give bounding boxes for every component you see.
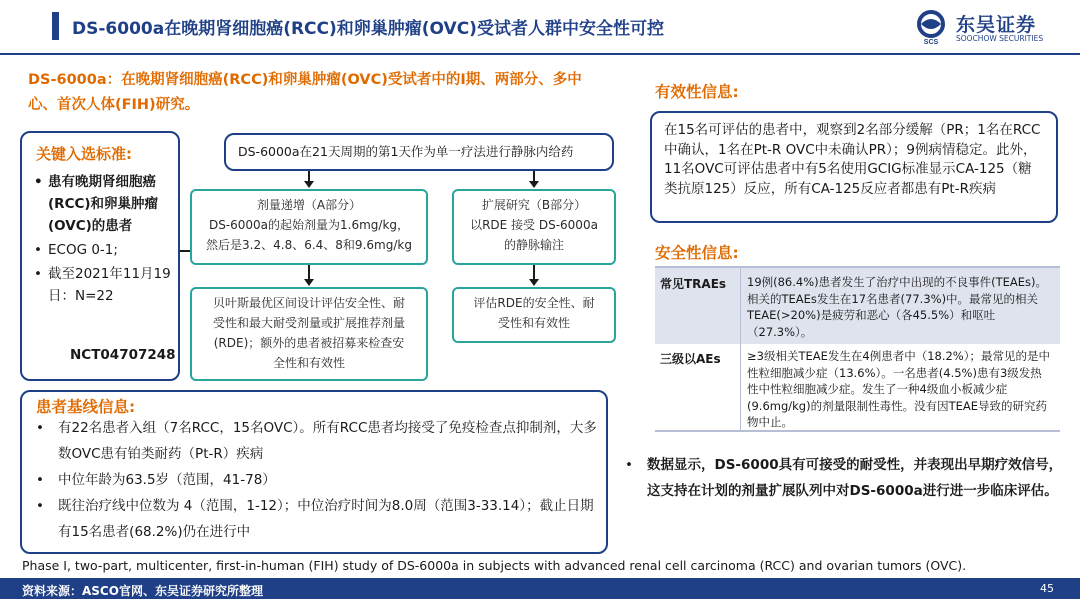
flow-part-a-box [190, 189, 428, 265]
header-divider [0, 53, 1080, 55]
criteria-item-text: 患有晚期肾细胞癌(RCC)和卵巢肿瘤(OVC)的患者 [48, 174, 159, 234]
safety-heading: 安全性信息: [655, 244, 739, 262]
safety-row-label: 三级以AEs [660, 352, 721, 366]
connector-line [180, 250, 190, 252]
logo-mark-icon [912, 10, 950, 46]
page-number: 45 [1040, 582, 1054, 595]
safety-row-label: 常见TRAEs [660, 277, 727, 291]
bullet: • [36, 498, 44, 514]
list-item [34, 239, 174, 261]
list-item [625, 452, 1065, 504]
criteria-item-text: ECOG 0-1; [48, 242, 118, 258]
part-b-eval-text: 评估RDE的安全性、耐 [473, 296, 595, 310]
bullet: • [34, 242, 42, 258]
flow-part-a-evaluation-box [190, 287, 428, 381]
table-row [655, 268, 1060, 344]
connector-line [533, 265, 535, 279]
list-item [36, 493, 598, 545]
part-a-title: 剂量递增（A部分） [256, 198, 362, 212]
logo-chinese-name: 东吴证券 [956, 14, 1037, 36]
nct-number: NCT04707248 [70, 347, 176, 363]
baseline-item-text: 既往治疗线中位数为 4（范围，1-12）；中位治疗时间为8.0周（范围3-33.14）；截止日期有15名患者(68.2%)仍在进行中 [58, 498, 594, 540]
inclusion-criteria-box [20, 131, 180, 381]
table-row [655, 344, 1060, 430]
part-a-eval-text: 贝叶斯最优区间设计评估安全性、耐 [212, 296, 405, 310]
bullet: • [34, 174, 43, 190]
efficacy-heading: 有效性信息: [655, 83, 739, 101]
conclusion-text: 数据显示，DS-6000具有可接受的耐受性，并表现出早期疗效信号，这支持在计划的剂量扩展队列中对DS-6000a进行进一步临床评估。 [647, 457, 1063, 499]
baseline-info-box [20, 390, 608, 554]
page-title: DS-6000a在晚期肾细胞癌(RCC)和卵巢肿瘤(OVC)受试者人群中安全性可控 [72, 19, 664, 39]
flow-part-b-box [452, 189, 616, 265]
part-a-eval-text: (RDE)；额外的患者被招募来检查安 [213, 336, 405, 350]
baseline-item-text: 有22名患者入组（7名RCC，15名OVC）。所有RCC患者均接受了免疫检查点抑制剂，大多数OVC患有铂类耐药（Pt-R）疾病 [58, 420, 597, 462]
baseline-heading: 患者基线信息: [36, 398, 136, 416]
bullet: • [625, 457, 633, 473]
criteria-heading: 关键入选标准: [36, 145, 132, 163]
svg-text:SCS: SCS [923, 39, 939, 46]
connector-line [533, 171, 535, 181]
arrow-down-icon [529, 279, 539, 286]
bullet: • [36, 420, 44, 436]
safety-row-text: 19例(86.4%)患者发生了治疗中出现的不良事件(TEAEs)。相关的TEAEs发生在17名患者(77.3%)中。最常见的相关TEAE(>20%)是疲劳和恶心（各45.5%）和呕吐（27.3%）。 [747, 275, 1048, 339]
part-a-eval-text: 受性和最大耐受剂量或扩展推荐剂量 [212, 316, 405, 330]
logo-english-name: SOOCHOW SECURITIES [956, 34, 1044, 43]
flow-part-b-evaluation-box [452, 287, 616, 343]
list-item [34, 263, 174, 307]
column-divider [740, 344, 741, 430]
brand-logo [912, 10, 1072, 46]
bullet: • [36, 472, 44, 488]
safety-row-text: ≥3级相关TEAE发生在4例患者中（18.2%）；最常见的是中性粒细胞减少症（13.6%）。一名患者(4.5%)患有3级发热性中性粒细胞减少症。发生了一种4级血小板减少症(9.6mg/kg)的剂量限制性毒性。没有因TEAE导致的研究药物中止。 [747, 349, 1050, 429]
study-title-line1: DS-6000a：在晚期肾细胞癌(RCC)和卵巢肿瘤(OVC)受试者中的I期、两部分、多中 [28, 72, 582, 88]
connector-line [308, 265, 310, 279]
part-b-text: 的静脉输注 [503, 238, 564, 252]
baseline-list [36, 415, 598, 545]
part-a-eval-text: 全性和有效性 [272, 356, 345, 370]
list-item [34, 171, 174, 237]
bullet: • [34, 266, 42, 282]
flow-administration-box: DS-6000a在21天周期的第1天作为单一疗法进行静脉内给药 [224, 133, 614, 171]
part-a-text: DS-6000a的起始剂量为1.6mg/kg， [208, 218, 410, 232]
list-item [36, 467, 598, 493]
part-a-text: 然后是3.2、4.8、6.4、8和9.6mg/kg [206, 238, 412, 252]
criteria-item-text: 截至2021年11月19日：N=22 [48, 266, 171, 304]
baseline-item-text: 中位年龄为63.5岁（范围，41-78） [58, 472, 276, 488]
study-title [28, 68, 618, 118]
arrow-down-icon [304, 181, 314, 188]
arrow-down-icon [304, 279, 314, 286]
part-b-text: 以RDE 接受 DS-6000a [470, 218, 598, 232]
connector-line [308, 171, 310, 181]
criteria-list [34, 171, 174, 309]
study-english-description: Phase I, two-part, multicenter, first-in-human (FIH) study of DS-6000a in subjects with advanced renal cell carcinoma (RCC) and ovarian tumors (OVC). [22, 558, 967, 573]
efficacy-box: 在15名可评估的患者中，观察到2名部分缓解（PR；1名在RCC中确认，1名在Pt-R OVC中未确认PR）；9例病情稳定。此外，11名OVC可评估患者中有5名使用GCIG标准显示CA-125（糖类抗原125）反应，所有CA-125反应者都患有Pt-R疾病 [650, 111, 1058, 223]
list-item [36, 415, 598, 467]
study-title-line2: 心、首次人体(FIH)研究。 [28, 97, 200, 113]
title-accent-bar [52, 12, 59, 40]
source-note: 资料来源：ASCO官网、东吴证券研究所整理 [22, 584, 263, 598]
column-divider [740, 268, 741, 344]
arrow-down-icon [529, 181, 539, 188]
part-b-title: 扩展研究（B部分） [481, 198, 587, 212]
table-bottom-border [655, 430, 1060, 432]
conclusion-text-block [625, 452, 1065, 504]
part-b-eval-text: 受性和有效性 [497, 316, 570, 330]
